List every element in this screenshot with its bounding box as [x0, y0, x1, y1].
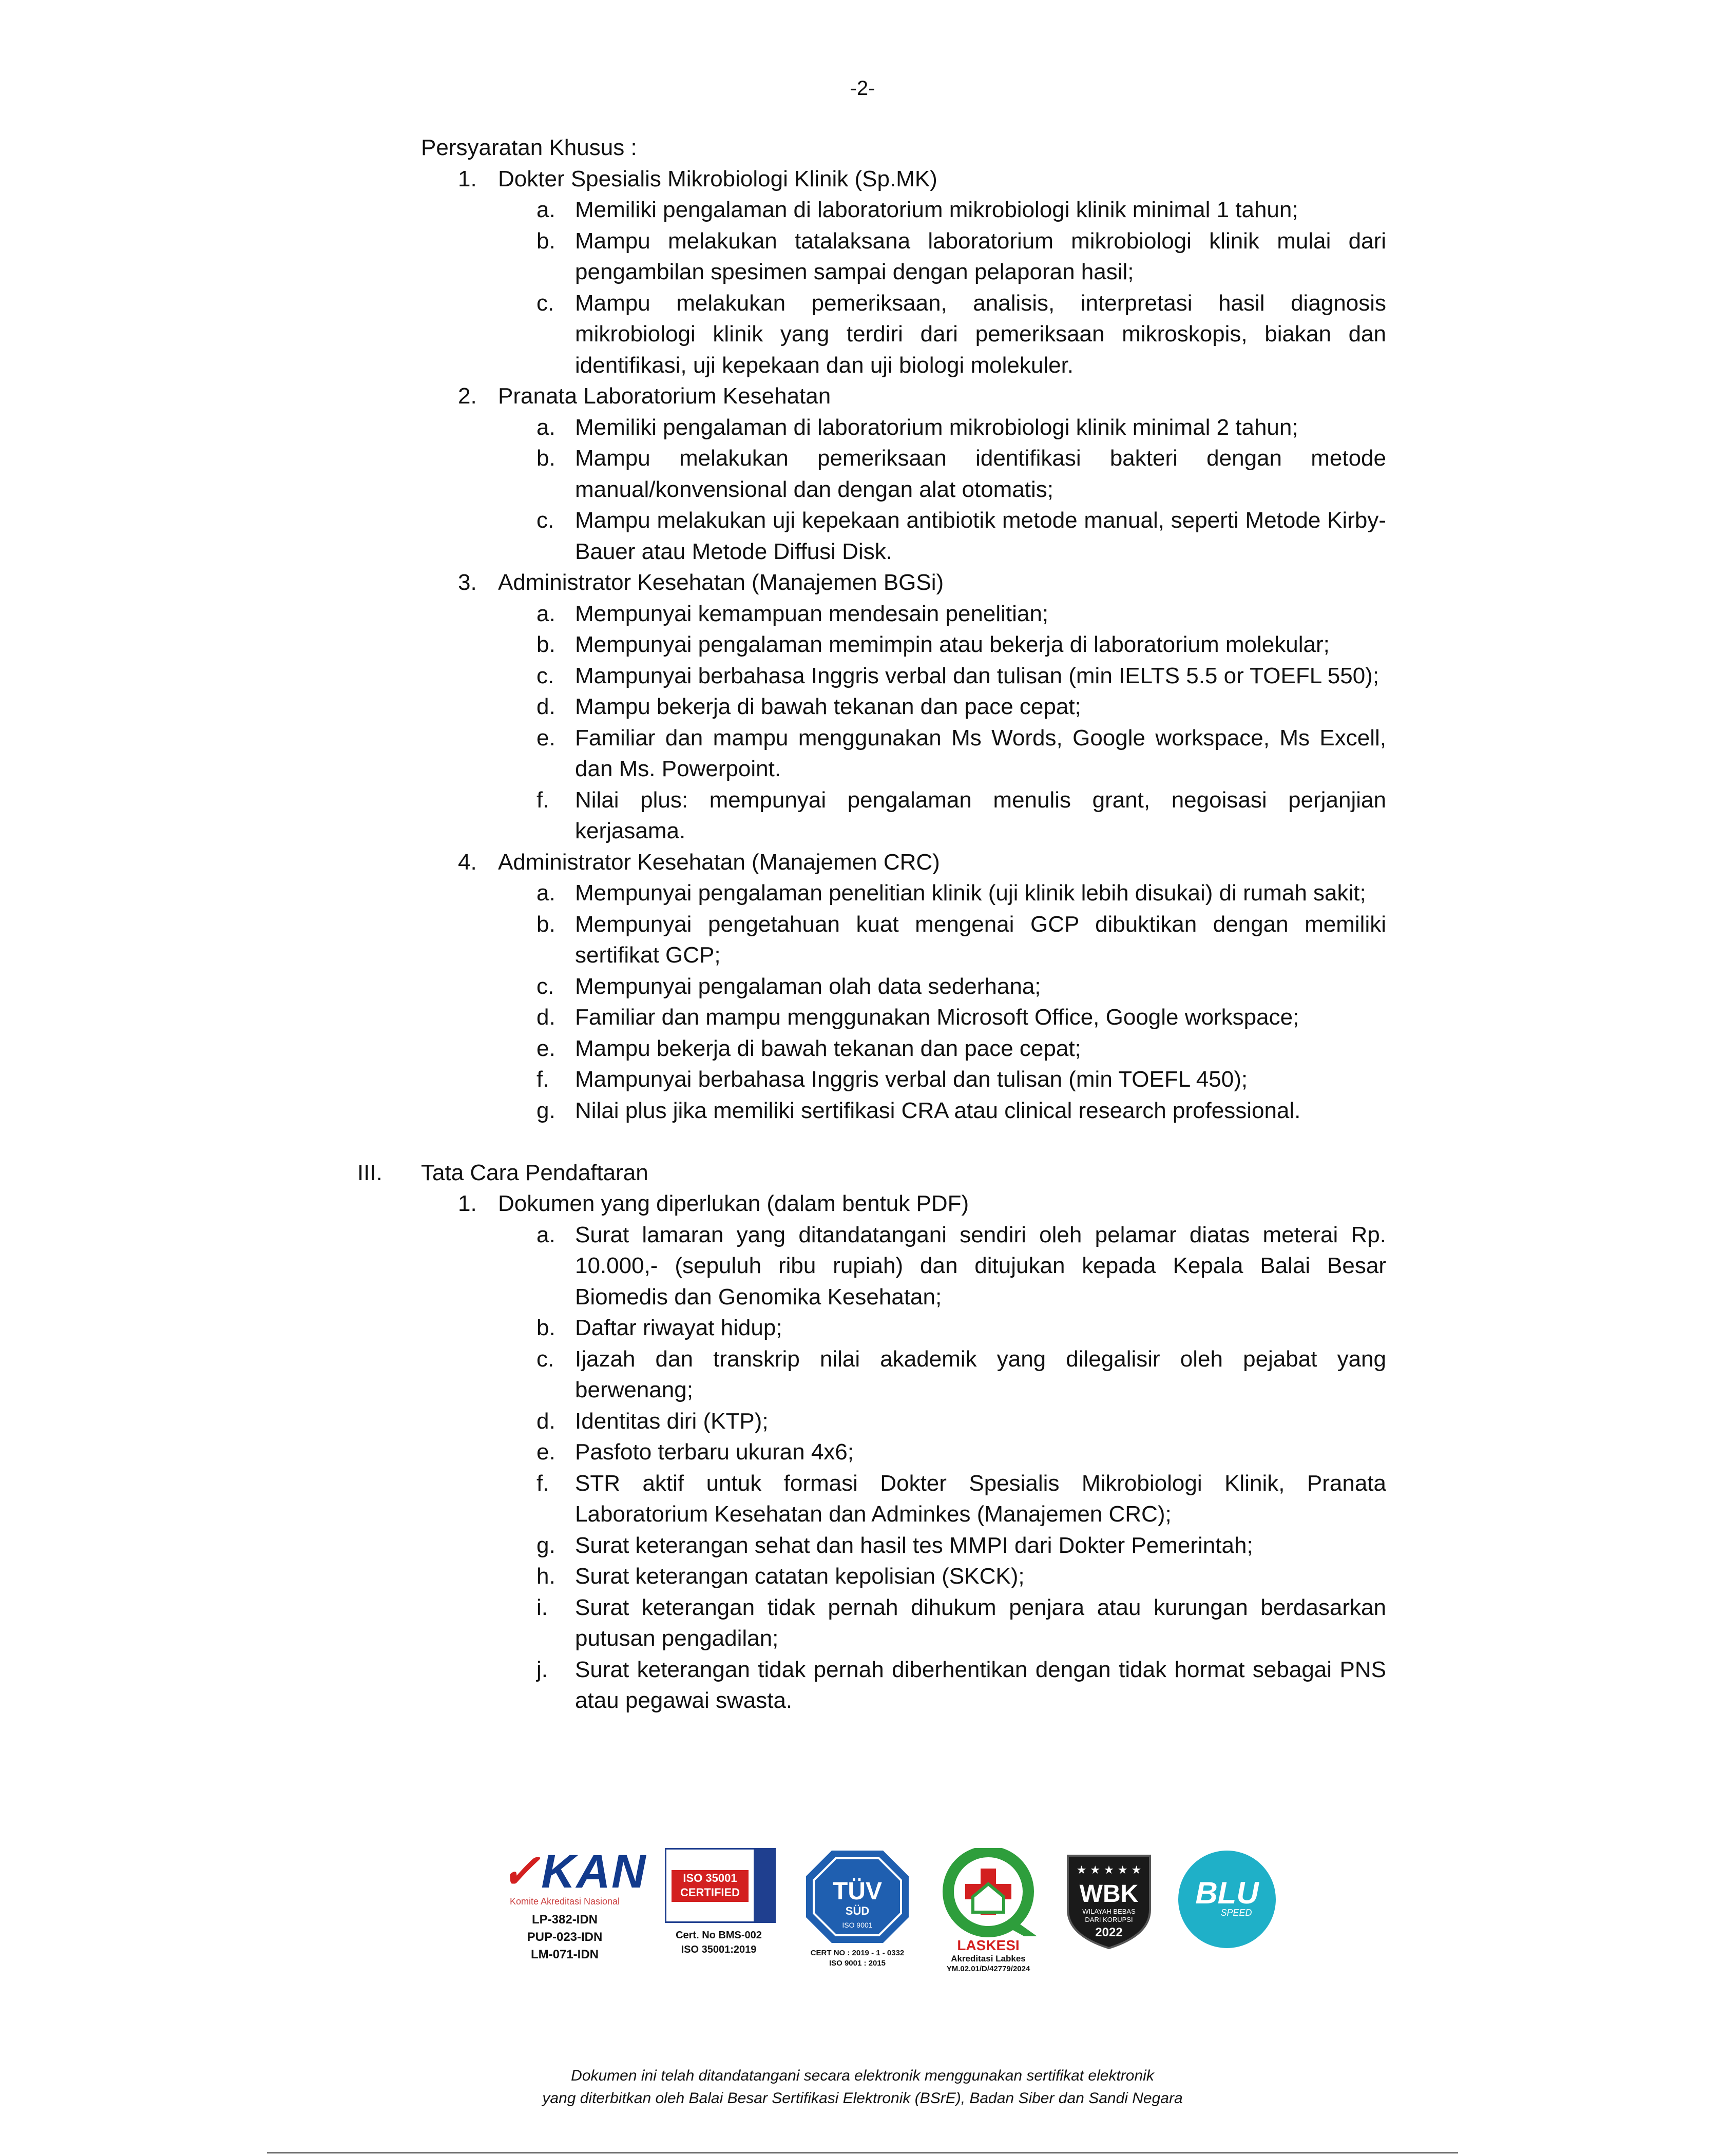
list-letter: a.	[536, 414, 555, 440]
list-number: 1.	[458, 1191, 477, 1216]
list-item	[421, 661, 1386, 692]
list-number: 3.	[458, 570, 477, 595]
list-item	[421, 1002, 1386, 1033]
list-item	[421, 878, 1386, 909]
footer-divider	[267, 2152, 1458, 2153]
list-item	[421, 1530, 1386, 1562]
iso35001-side-stripe	[754, 1850, 774, 1921]
list-item	[421, 723, 1386, 785]
list-text: Surat keterangan tidak pernah diberhentikan dengan tidak hormat sebagai PNS atau pegawai swasta.	[575, 1657, 1386, 1713]
list-text: Mempunyai pengalaman penelitian klinik (uji klinik lebih disukai) di rumah sakit;	[575, 880, 1366, 906]
list-text: Surat keterangan catatan kepolisian (SKCK);	[575, 1564, 1025, 1589]
tuv-logo	[801, 1848, 914, 1969]
kan-codes	[501, 1911, 629, 1964]
list-letter: f.	[536, 787, 549, 813]
list-item	[421, 1468, 1386, 1530]
iso35001-cert-number: Cert. No BMS-002	[676, 1930, 762, 1941]
list-item	[421, 1592, 1386, 1654]
list-text: Nilai plus: mempunyai pengalaman menulis grant, negoisasi perjanjian kerjasama.	[575, 787, 1386, 843]
list-item	[421, 412, 1386, 444]
list-item	[421, 505, 1386, 567]
wbk-logo	[1060, 1848, 1158, 1953]
accreditation-logos	[498, 1845, 1289, 1981]
list-letter: e.	[536, 1439, 555, 1465]
list-letter: b.	[536, 1315, 555, 1340]
section-title: Tata Cara Pendaftaran	[421, 1160, 648, 1185]
wbk-line2: DARI KORUPSI	[1085, 1916, 1133, 1923]
tuv-mark: TÜV	[833, 1878, 882, 1905]
list-text: Mampunyai berbahasa Inggris verbal dan tulisan (min IELTS 5.5 or TOEFL 550);	[575, 663, 1379, 688]
list-text: Surat keterangan sehat dan hasil tes MMPI dari Dokter Pemerintah;	[575, 1532, 1253, 1558]
requirement-2	[421, 381, 1386, 412]
list-letter: b.	[536, 228, 555, 254]
list-item	[421, 1561, 1386, 1592]
list-number: 2.	[458, 383, 477, 409]
requirement-4	[421, 847, 1386, 878]
list-letter: f.	[536, 1067, 549, 1092]
registration-item-title: Dokumen yang diperlukan (dalam bentuk PDF)	[498, 1191, 969, 1216]
list-item	[421, 1344, 1386, 1406]
wbk-shield-icon	[1060, 1848, 1158, 1951]
requirement-title: Dokter Spesialis Mikrobiologi Klinik (Sp.MK)	[498, 166, 937, 191]
footer-line-1: Dokumen ini telah ditandatangani secara elektronik menggunakan sertifikat elektronik	[571, 2067, 1154, 2084]
laskesi-name: LASKESI	[957, 1937, 1020, 1953]
kan-logo	[501, 1845, 647, 1964]
list-text: Mampunyai berbahasa Inggris verbal dan tulisan (min TOEFL 450);	[575, 1067, 1248, 1092]
blu-mark: BLU	[1195, 1876, 1259, 1910]
list-text: Mampu melakukan uji kepekaan antibiotik metode manual, seperti Metode Kirby-Bauer atau Metode Diffusi Disk.	[575, 508, 1386, 564]
list-item	[421, 785, 1386, 847]
list-item	[421, 1064, 1386, 1095]
list-text: STR aktif untuk formasi Dokter Spesialis Mikrobiologi Klinik, Pranata Laboratorium Kesehatan dan Adminkes (Manajemen CRC);	[575, 1470, 1386, 1527]
list-letter: e.	[536, 725, 555, 750]
list-letter: j.	[536, 1657, 548, 1682]
list-letter: b.	[536, 911, 555, 937]
list-text: Familiar dan mampu menggunakan Microsoft Office, Google workspace;	[575, 1005, 1299, 1030]
list-item	[421, 691, 1386, 723]
iso35001-logo	[665, 1848, 773, 1957]
list-text: Mempunyai pengalaman olah data sederhana;	[575, 973, 1041, 999]
list-text: Daftar riwayat hidup;	[575, 1315, 782, 1340]
laskesi-line1: Akreditasi Labkes	[951, 1954, 1026, 1964]
list-letter: g.	[536, 1532, 555, 1558]
list-text: Familiar dan mampu menggunakan Ms Words, Google workspace, Ms Excell, dan Ms. Powerpoint.	[575, 725, 1386, 781]
e-signature-note	[0, 2065, 1725, 2110]
list-item	[421, 195, 1386, 226]
list-text: Mampu bekerja di bawah tekanan dan pace cepat;	[575, 1035, 1081, 1061]
list-letter: e.	[536, 1035, 555, 1061]
list-text: Mempunyai pengetahuan kuat mengenai GCP dibuktikan dengan memiliki sertifikat GCP;	[575, 911, 1386, 968]
list-text: Mampu melakukan pemeriksaan identifikasi bakteri dengan metode manual/konvensional dan dengan alat otomatis;	[575, 446, 1386, 502]
list-letter: b.	[536, 632, 555, 657]
kan-code: PUP-023-IDN	[527, 1930, 603, 1944]
document-body	[357, 132, 1386, 1717]
list-item	[421, 629, 1386, 661]
list-letter: a.	[536, 197, 555, 222]
list-letter: d.	[536, 694, 555, 719]
list-letter: c.	[536, 508, 554, 533]
requirement-3	[421, 567, 1386, 599]
iso35001-badge	[665, 1848, 776, 1923]
list-letter: c.	[536, 1346, 554, 1372]
list-text: Identitas diri (KTP);	[575, 1408, 769, 1434]
special-requirements-heading: Persyaratan Khusus :	[421, 135, 637, 160]
kan-code: LM-071-IDN	[530, 1948, 599, 1961]
list-text: Surat keterangan tidak pernah dihukum penjara atau kurungan berdasarkan putusan pengadilan;	[575, 1594, 1386, 1651]
list-letter: a.	[536, 880, 555, 906]
page-number: -2-	[850, 77, 875, 100]
footer-line-2: yang diterbitkan oleh Balai Besar Sertifikasi Elektronik (BSrE), Badan Siber dan Sandi Negara	[542, 2090, 1183, 2107]
list-item	[421, 1437, 1386, 1468]
list-text: Memiliki pengalaman di laboratorium mikrobiologi klinik minimal 2 tahun;	[575, 414, 1298, 440]
list-text: Mempunyai pengalaman memimpin atau bekerja di laboratorium molekular;	[575, 632, 1330, 657]
list-letter: d.	[536, 1408, 555, 1434]
requirement-title: Administrator Kesehatan (Manajemen CRC)	[498, 849, 940, 875]
list-text: Mampu melakukan tatalaksana laboratorium mikrobiologi klinik mulai dari pengambilan spesimen sampai dengan pelaporan hasil;	[575, 228, 1386, 284]
tuv-octagon-icon	[801, 1848, 914, 1946]
list-item	[421, 1654, 1386, 1717]
list-item	[421, 288, 1386, 381]
list-text: Surat lamaran yang ditandatangani sendiri oleh pelamar diatas meterai Rp. 10.000,- (sepuluh ribu rupiah) dan ditujukan kepada Kepala Balai Besar Biomedis dan Genomika Kesehatan;	[575, 1222, 1386, 1310]
list-text: Memiliki pengalaman di laboratorium mikrobiologi klinik minimal 1 tahun;	[575, 197, 1298, 222]
list-letter: d.	[536, 1005, 555, 1030]
list-item	[421, 1313, 1386, 1344]
list-letter: i.	[536, 1594, 548, 1620]
kan-code: LP-382-IDN	[531, 1913, 598, 1927]
section-spacer	[421, 1126, 1386, 1158]
list-letter: a.	[536, 601, 555, 626]
iso35001-standard: ISO 35001:2019	[681, 1944, 757, 1955]
registration-item-1	[421, 1188, 1386, 1220]
blu-sub: SPEED	[1220, 1908, 1252, 1918]
list-text: Nilai plus jika memiliki sertifikasi CRA atau clinical research professional.	[575, 1098, 1301, 1123]
list-letter: c.	[536, 290, 554, 316]
laskesi-q-icon	[927, 1848, 1050, 1938]
list-item	[421, 909, 1386, 971]
wbk-mark: WBK	[1079, 1880, 1139, 1908]
list-letter: h.	[536, 1564, 555, 1589]
wbk-line1: WILAYAH BEBAS	[1082, 1908, 1136, 1915]
list-text: Mampu bekerja di bawah tekanan dan pace cepat;	[575, 694, 1081, 719]
requirement-title: Administrator Kesehatan (Manajemen BGSi)	[498, 570, 944, 595]
iso35001-badge-line1: ISO 35001	[683, 1872, 737, 1884]
list-number: 4.	[458, 849, 477, 875]
list-text: Mampu melakukan pemeriksaan, analisis, interpretasi hasil diagnosis mikrobiologi klinik yang terdiri dari pemeriksaan mikroskopis, biakan dan identifikasi, uji kepekaan dan uji biologi molekuler.	[575, 290, 1386, 378]
list-text: Ijazah dan transkrip nilai akademik yang dilegalisir oleh pejabat yang berwenang;	[575, 1346, 1386, 1402]
blu-circle-icon	[1176, 1848, 1278, 1951]
kan-subtitle: Komite Akreditasi Nasional	[509, 1896, 620, 1907]
list-item	[421, 599, 1386, 630]
tuv-standard: ISO 9001 : 2015	[829, 1959, 886, 1968]
list-item	[421, 971, 1386, 1003]
list-letter: a.	[536, 1222, 555, 1247]
list-item	[421, 1095, 1386, 1127]
list-number: 1.	[458, 166, 477, 191]
kan-mark-text: KAN	[541, 1845, 647, 1898]
list-letter: b.	[536, 446, 555, 471]
list-text: Mempunyai kemampuan mendesain penelitian;	[575, 601, 1049, 626]
section-iii-heading	[357, 1158, 1386, 1189]
list-item	[421, 1406, 1386, 1437]
list-letter: f.	[536, 1470, 549, 1496]
checkmark-icon: ✓	[501, 1845, 542, 1898]
list-letter: c.	[536, 973, 554, 999]
list-letter: g.	[536, 1098, 555, 1123]
blu-logo	[1176, 1848, 1278, 1953]
list-text: Pasfoto terbaru ukuran 4x6;	[575, 1439, 854, 1465]
requirement-title: Pranata Laboratorium Kesehatan	[498, 383, 831, 409]
list-item	[421, 226, 1386, 288]
laskesi-logo	[927, 1848, 1050, 1974]
section-numeral: III.	[357, 1160, 382, 1185]
iso35001-badge-line2: CERTIFIED	[680, 1886, 740, 1899]
list-letter: c.	[536, 663, 554, 688]
list-item	[421, 443, 1386, 505]
tuv-cert-number: CERT NO : 2019 - 1 - 0332	[810, 1949, 905, 1957]
list-item	[421, 1033, 1386, 1065]
laskesi-line2: YM.02.01/D/42779/2024	[946, 1965, 1030, 1973]
tuv-iso: ISO 9001	[842, 1921, 873, 1929]
svg-text:★ ★ ★ ★ ★: ★ ★ ★ ★ ★	[1076, 1864, 1142, 1877]
list-item	[421, 1220, 1386, 1313]
tuv-sub: SÜD	[845, 1904, 870, 1917]
requirement-1	[421, 164, 1386, 195]
wbk-year: 2022	[1095, 1926, 1123, 1939]
